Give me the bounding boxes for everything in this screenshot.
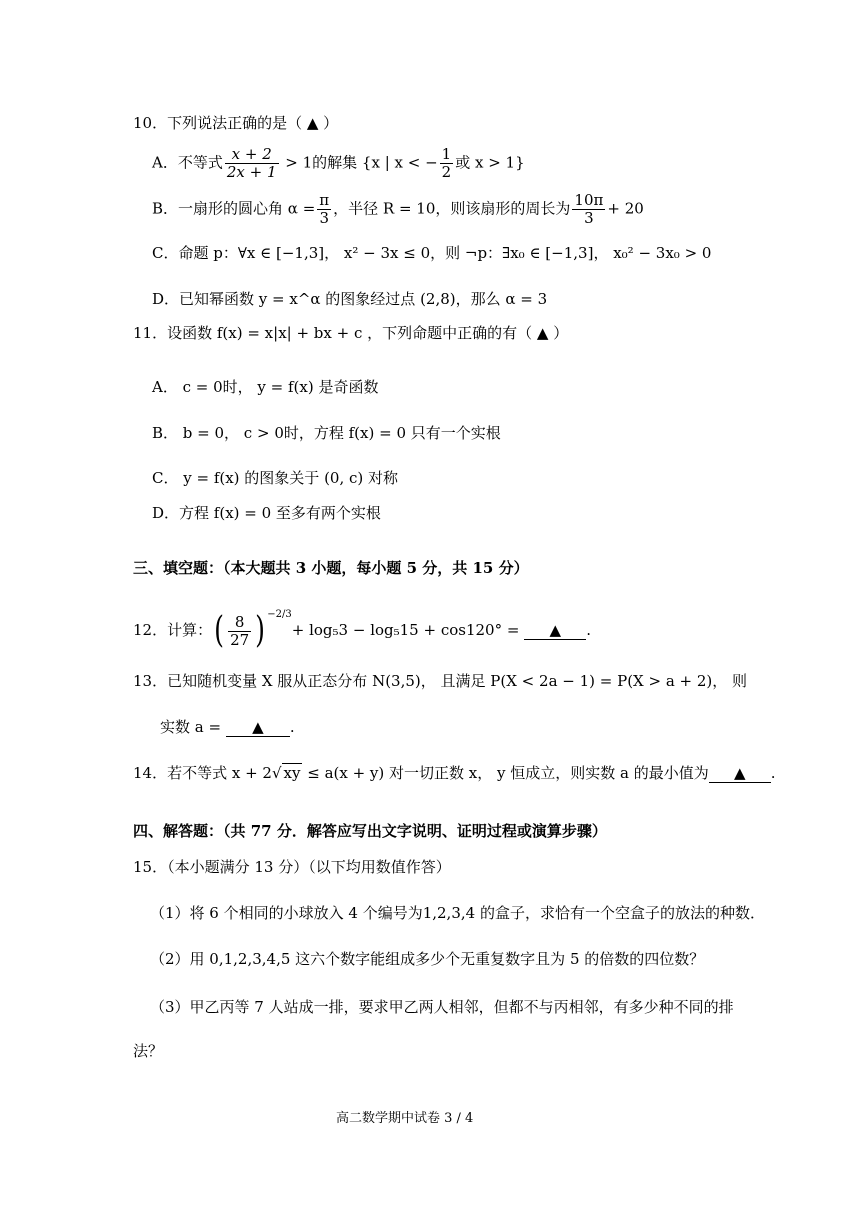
- q10-stem: 10．下列说法正确的是（ ▲ ）: [133, 114, 339, 132]
- answer-blank[interactable]: ▲: [226, 718, 290, 737]
- period: .: [586, 621, 591, 639]
- q11-option-b: B． b = 0， c > 0时，方程 f(x) = 0 只有一个实根: [152, 424, 501, 442]
- sqrt-radicand: xy: [283, 764, 301, 782]
- q10-option-b: [152, 192, 644, 227]
- q10-option-a: [152, 146, 525, 181]
- fraction: [440, 146, 454, 181]
- fraction: [228, 614, 251, 649]
- fraction-numerator: π: [319, 191, 330, 209]
- q11-stem: 11．设函数 f(x) = x|x| + bx + c ，下列命题中正确的有（ ▲ ）: [133, 324, 569, 342]
- q10-option-c: C．命题 p：∀x ∈ [−1,3]， x² − 3x ≤ 0，则 ¬p：∃x₀ ∈ [−1,3]， x₀² − 3x₀ > 0: [152, 244, 712, 262]
- q15-part-3: （3）甲乙丙等 7 人站成一排，要求甲乙两人相邻，但都不与丙相邻，有多少种不同的排: [150, 998, 734, 1016]
- option-label: A．: [152, 153, 178, 172]
- section-4-heading: 四、解答题：（共 77 分．解答应写出文字说明、证明过程或演算步骤）: [133, 822, 607, 840]
- q11-option-c: C． y = f(x) 的图象关于 (0, c) 对称: [152, 469, 399, 487]
- section-3-heading: 三、填空题：（本大题共 3 小题，每小题 5 分，共 15 分）: [133, 559, 529, 577]
- q10-option-d: D．已知幂函数 y = x^α 的图象经过点 (2,8)，那么 α = 3: [152, 290, 548, 308]
- fraction-denominator: 2: [441, 163, 452, 181]
- q13-line-2: [160, 716, 295, 738]
- fraction-denominator: 3: [584, 209, 594, 227]
- left-paren: (: [214, 610, 225, 651]
- answer-blank[interactable]: ▲: [709, 764, 771, 783]
- option-text: 一扇形的圆心角 α =: [178, 199, 316, 218]
- sqrt-sign: √: [271, 764, 282, 782]
- q15-part-1: （1）将 6 个相同的小球放入 4 个编号为1,2,3,4 的盒子，求恰有一个空盒子的放法的种数．: [150, 904, 765, 922]
- fraction-numerator: 8: [228, 614, 251, 632]
- option-text: > 1的解集 {x | x < −: [280, 153, 438, 172]
- question-text: 12．计算：: [133, 621, 213, 639]
- page-footer: 高二数学期中试卷 3 / 4: [336, 1111, 474, 1126]
- q15-part-2: （2）用 0,1,2,3,4,5 这六个数字能组成多少个无重复数字且为 5 的倍数的四位数？: [150, 950, 705, 968]
- option-text: + 20: [607, 199, 644, 218]
- question-text: 14．若不等式 x + 2: [133, 764, 272, 782]
- right-paren: ): [255, 610, 266, 651]
- q15-part-3-cont: 法？: [133, 1042, 164, 1060]
- option-text: ，半径 R = 10，则该扇形的周长为: [333, 199, 571, 218]
- fraction-denominator: 27: [230, 630, 250, 649]
- q12: [133, 609, 591, 651]
- fraction: [572, 192, 605, 227]
- fraction-numerator: 10π: [574, 191, 604, 209]
- q13-line-1: 13．已知随机变量 X 服从正态分布 N(3,5)， 且满足 P(X < 2a − 1) = P(X > a + 2)， 则: [133, 672, 748, 690]
- fraction-numerator: x + 2: [225, 146, 279, 164]
- q14: [133, 762, 776, 784]
- fraction: [317, 192, 331, 227]
- question-text: 实数 a =: [160, 718, 222, 736]
- question-text: + log₅3 − log₅15 + cos120° =: [291, 621, 520, 639]
- option-text: 不等式: [177, 153, 223, 172]
- fraction: [225, 146, 279, 181]
- fraction-denominator: 2x + 1: [226, 163, 277, 181]
- answer-blank[interactable]: ▲: [524, 621, 586, 640]
- period: .: [770, 764, 776, 782]
- fraction-numerator: 1: [441, 145, 452, 163]
- option-text: 或 x > 1}: [455, 153, 525, 172]
- q11-option-d: D．方程 f(x) = 0 至多有两个实根: [152, 504, 381, 522]
- q15-stem: 15．（本小题满分 13 分）（以下均用数值作答）: [133, 858, 451, 876]
- exponent: −2/3: [267, 609, 292, 620]
- period: .: [289, 718, 295, 736]
- fraction-denominator: 3: [319, 209, 329, 227]
- q11-option-a: A． c = 0时， y = f(x) 是奇函数: [152, 378, 379, 396]
- option-label: B．: [152, 199, 179, 218]
- question-text: ≤ a(x + y) 对一切正数 x， y 恒成立，则实数 a 的最小值为: [302, 764, 709, 782]
